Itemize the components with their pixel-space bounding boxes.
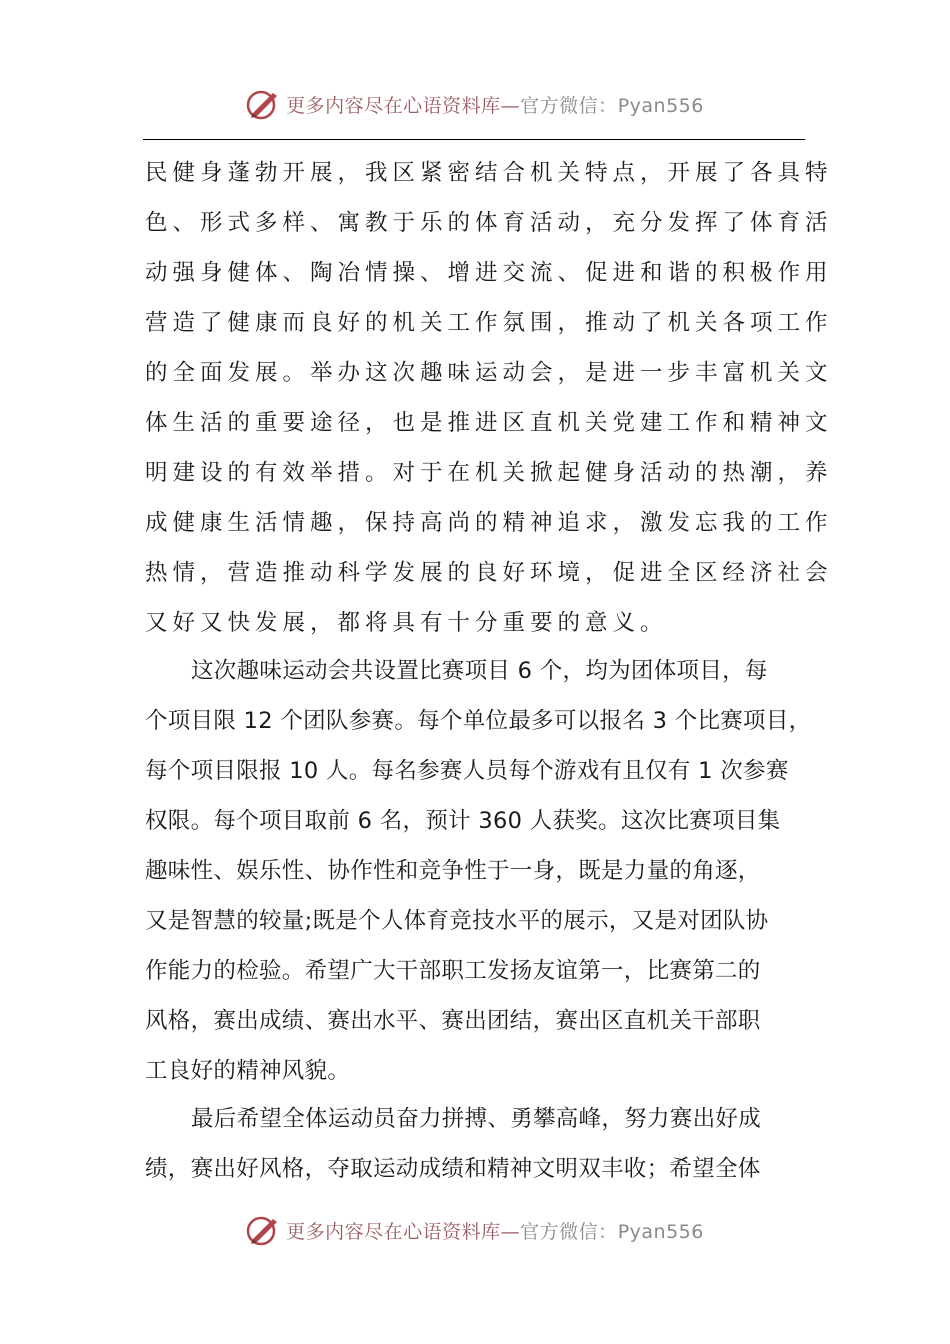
text-line: 明建设的有效举措。对于在机关掀起健身活动的热潮，养 xyxy=(145,460,833,486)
footer-promo-label: 更多内容尽在心语资料库— xyxy=(286,1220,521,1243)
text-line: 民健身蓬勃开展，我区紧密结合机关特点，开展了各具特 xyxy=(145,160,833,186)
text-line: 热情，营造推动科学发展的良好环境，促进全区经济社会 xyxy=(145,560,833,586)
header-banner xyxy=(0,84,950,124)
text-line: 色、形式多样、寓教于乐的体育活动，充分发挥了体育活 xyxy=(145,210,833,236)
text-line: 营造了健康而良好的机关工作氛围，推动了机关各项工作 xyxy=(145,310,833,336)
text-line: 的全面发展。举办这次趣味运动会，是进一步丰富机关文 xyxy=(145,360,833,386)
footer-promo-text xyxy=(286,1217,704,1244)
text-line: 动强身健体、陶冶情操、增进交流、促进和谐的积极作用 xyxy=(145,260,833,286)
pen-logo-icon xyxy=(246,1213,280,1247)
text-line: 个项目限 12 个团队参赛。每个单位最多可以报名 3 个比赛项目， xyxy=(145,708,812,734)
header-wechat-label: 官方微信： xyxy=(520,94,618,117)
text-line: 又是智慧的较量;既是个人体育竞技水平的展示，又是对团队协 xyxy=(145,908,769,934)
header-promo-text xyxy=(286,91,704,118)
text-line: 这次趣味运动会共设置比赛项目 6 个，均为团体项目，每 xyxy=(191,658,768,684)
text-line: 风格，赛出成绩、赛出水平、赛出团结，赛出区直机关干部职 xyxy=(145,1008,761,1034)
text-line: 作能力的检验。希望广大干部职工发扬友谊第一，比赛第二的 xyxy=(145,958,761,984)
header-divider xyxy=(143,139,805,140)
header-wechat-id: Pyan556 xyxy=(617,94,704,117)
footer-wechat-label: 官方微信： xyxy=(520,1220,618,1243)
footer-banner xyxy=(0,1210,950,1250)
text-line: 权限。每个项目取前 6 名，预计 360 人获奖。这次比赛项目集 xyxy=(145,808,781,834)
text-line: 工良好的精神风貌。 xyxy=(145,1058,351,1084)
text-line: 每个项目限报 10 人。每名参赛人员每个游戏有且仅有 1 次参赛 xyxy=(145,758,789,784)
text-line: 体生活的重要途径，也是推进区直机关党建工作和精神文 xyxy=(145,410,833,436)
text-line: 最后希望全体运动员奋力拼搏、勇攀高峰，努力赛出好成 xyxy=(191,1106,762,1132)
footer-wechat-id: Pyan556 xyxy=(617,1220,704,1243)
header-promo-label: 更多内容尽在心语资料库— xyxy=(286,94,521,117)
text-line: 绩，赛出好风格，夺取运动成绩和精神文明双丰收；希望全体 xyxy=(145,1156,761,1182)
text-line: 又好又快发展，都将具有十分重要的意义。 xyxy=(145,610,668,636)
text-line: 趣味性、娱乐性、协作性和竞争性于一身，既是力量的角逐， xyxy=(145,858,761,884)
text-line: 成健康生活情趣，保持高尚的精神追求，激发忘我的工作 xyxy=(145,510,833,536)
pen-logo-icon xyxy=(246,87,280,121)
